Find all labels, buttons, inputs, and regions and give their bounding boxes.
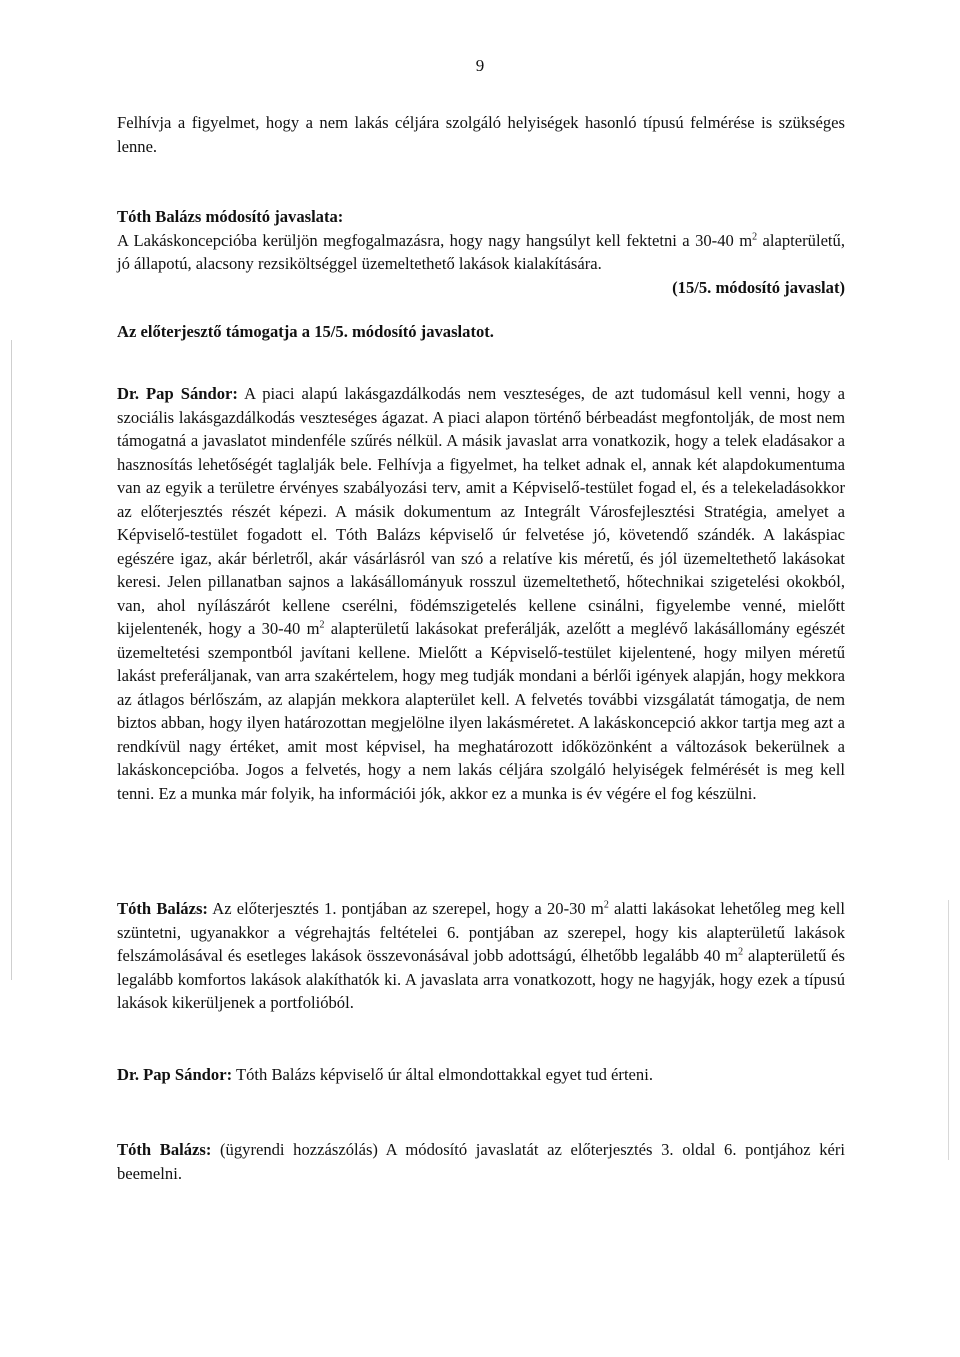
support-statement bbox=[117, 320, 845, 344]
proposal-reference: (15/5. módosító javaslat) bbox=[672, 277, 845, 297]
proposal-title: Tóth Balázs módosító javaslata: bbox=[117, 207, 344, 226]
speech-text bbox=[117, 1138, 845, 1185]
page-number: 9 bbox=[475, 56, 485, 75]
scan-edge-line-right bbox=[948, 900, 949, 1160]
speech-text-part: alatti lakásokat lehetőleg meg kell szüntetni, ugyanakkor a végrehajtás feltételei 6. pontjában az szerepel, hogy kis alapterületű lakások felszámolásával és esetleges lakások összevonásával jobb adottságú, élhetőbb legalább 40 m bbox=[117, 899, 845, 965]
superscript: 2 bbox=[319, 619, 325, 631]
proposal-text-part: alapterületű, jó állapotú, alacsony rezsiköltséggel üzemeltethető lakások kialakítására. bbox=[117, 230, 845, 273]
superscript: 2 bbox=[738, 946, 744, 958]
speech-text-part: A piaci alapú lakásgazdálkodás nem veszteséges, de azt tudomásul kell venni, hogy a szociális lakásgazdálkodás veszteséges ágazat. A piaci alapon történő bérbeadást megfontolják, de most nem támogatná a javaslatot mindenféle szűrés nélkül. A másik javaslat arra vonatkozik, hogy a telek eladásakor a hasznosítás lehetőségét taglalják bele. Felhívja a figyelmet, ha telket adnak el, annak két alapdokumentuma van az egyik a területre érvényes szabályozási terv, amit a Képviselő-testület fogad el, és a telekeladásokkor az előterjesztés részét képezi. A másik dokumentum az Integrált Városfejlesztési Stratégia, amelyet a Képviselő-testület fogadott el. Tóth Balázs képviselő úr felvetése jó, követendő szándék. A lakáspiac egészére igaz, akár bérletről, akár vásárlásról van szó a relatíve kis méretű, és jól üzemeltethető lakásokat keresi. Jelen pillanatban sajnos a lakásállományuk rosszul üzemeltethető, hőtechnikai szigetelési okokból, van, ahol nyílászárót kellene cserélni, födémszigetelés kellene csinálni, figyelembe venné, mielőtt kijelentenék, hogy a 30-40 m bbox=[117, 384, 845, 638]
paragraph-text: Felhívja a figyelmet, hogy a nem lakás céljára szolgáló helyiségek hasonló típusú felmérése is szükséges lenne. bbox=[117, 113, 845, 156]
superscript: 2 bbox=[752, 230, 758, 242]
speech-text bbox=[117, 382, 845, 805]
speech-text-part: Tóth Balázs képviselő úr által elmondottakkal egyet tud érteni. bbox=[232, 1065, 653, 1084]
speaker-name: Dr. Pap Sándor: bbox=[117, 1065, 233, 1084]
paragraph-intro bbox=[117, 111, 845, 158]
support-text: Az előterjesztő támogatja a 15/5. módosító javaslatot. bbox=[117, 322, 494, 341]
speaker-name: Tóth Balázs: bbox=[117, 899, 208, 918]
speech-text bbox=[117, 1063, 845, 1087]
proposal-text bbox=[117, 229, 845, 276]
proposal-text-part: A Lakáskoncepcióba kerüljön megfogalmazásra, hogy nagy hangsúlyt kell fektetni a 30-40 m bbox=[117, 230, 753, 250]
speech-text bbox=[117, 897, 845, 1015]
speech-pap-1 bbox=[117, 382, 845, 805]
speech-pap-2 bbox=[117, 1063, 845, 1087]
speech-text-part: alapterületű lakásokat preferálják, azelőtt a meglévő lakásállomány egészét üzemeltetési szempontból javítani kellene. Mielőtt a Képviselő-testület kijelentené, hogy milyen méretű lakást preferáljanak, van arra szakértelem, hogy meg tudják mondani a bérlői igények alapján, hogy mekkora az átlagos bérlőszám, az alapján mekkora alapterület kell. A felvetés további vizsgálatát támogatja, de nem biztos abban, hogy ilyen határozottan megjelölne ilyen lakásméretet. A lakáskoncepció akkor tartja meg azt a rendkívül nagy értéket, amit most képvisel, ha meghatározott időközönként a változások bekerülnek a lakáskoncepcióba. Jogos a felvetés, hogy a nem lakás céljára szolgáló helyiségek felmérését is meg kell tenni. Ez a munka már folyik, ha információi jók, akkor ez a munka is év végére el fog készülni. bbox=[117, 619, 845, 803]
scan-edge-line bbox=[11, 340, 12, 980]
speech-text-part: Az előterjesztés 1. pontjában az szerepel, hogy a 20-30 m bbox=[207, 899, 604, 918]
speaker-name: Tóth Balázs: bbox=[117, 1140, 212, 1159]
proposal-section bbox=[117, 205, 845, 299]
speech-text-part: (ügyrendi hozzászólás) A módosító javaslatát az előterjesztés 3. oldal 6. pontjához kéri beemelni. bbox=[117, 1140, 845, 1183]
superscript: 2 bbox=[603, 899, 609, 911]
speaker-name: Dr. Pap Sándor: bbox=[117, 384, 238, 403]
speech-text-part: alapterületű és legalább komfortos lakások alakíthatók ki. A javaslata arra vonatkozott, hogy ne hagyják, hogy ezek a típusú lakások kikerüljenek a portfolióból. bbox=[117, 946, 845, 1012]
speech-toth-1 bbox=[117, 897, 845, 1015]
speech-toth-2 bbox=[117, 1138, 845, 1185]
